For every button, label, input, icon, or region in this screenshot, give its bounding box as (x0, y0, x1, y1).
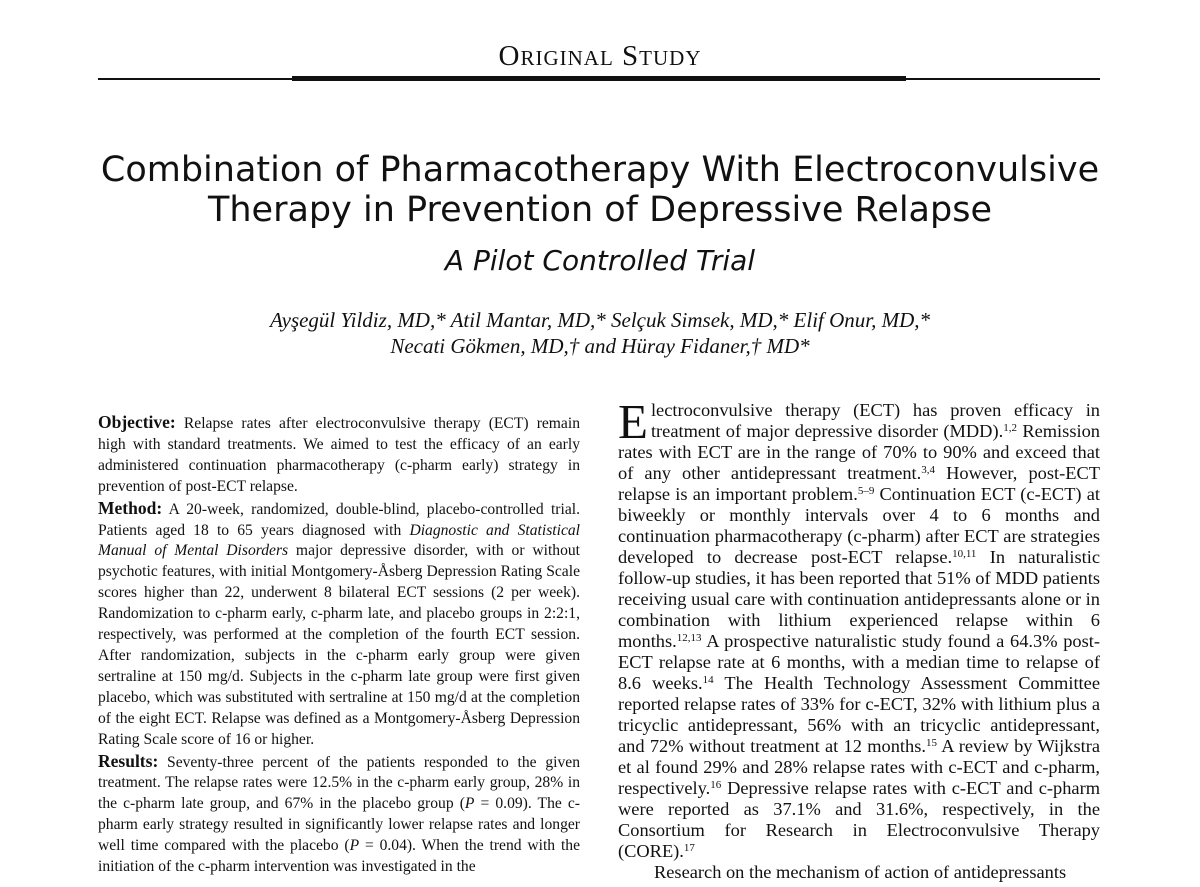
abstract-results-text: = 0.04). When the trend with the initiation of the c-pharm intervention was investigated in the (98, 837, 580, 876)
body-text: A review by Wijkstra et al found 29% and 28% relapse rates with c-ECT and c-pharm, respectively. (618, 736, 1100, 798)
section-heading (0, 40, 1200, 73)
citation-ref: 12,13 (676, 632, 702, 644)
abstract-results-text: Seventy-three percent of the patients responded to the given treatment. The relapse rates were 12.5% in the c-pharm early group, 28% in the c-pharm late group, and 67% in the placebo group ( (98, 753, 580, 813)
section-heading-initial: S (622, 40, 640, 72)
body-text: Remission rates with ECT are in the range of 70% to 90% and exceed that of any other antidepressant treatment. (618, 421, 1100, 483)
article-title (0, 150, 1200, 230)
author-line: Necati Gökmen, MD,† and Hüray Fidaner,† MD* (390, 334, 810, 358)
citation-ref: 10,11 (952, 548, 977, 560)
abstract-results-text: = 0.09). The c-pharm early strategy resulted in significantly lower relapse rates and longer well time compared with the placebo ( (98, 795, 580, 855)
article-title-line: Combination of Pharmacotherapy With Electroconvulsive (100, 150, 1100, 190)
abstract-results-label: Results: (98, 750, 159, 771)
citation-ref: 15 (925, 737, 937, 749)
article-title-line: Therapy in Prevention of Depressive Relapse (208, 190, 992, 230)
body-text: However, post-ECT relapse is an important problem. (618, 463, 1100, 504)
citation-ref: 3,4 (921, 464, 936, 476)
citation-ref: 14 (702, 674, 714, 686)
abstract-method (98, 498, 580, 751)
body-text: In naturalistic follow-up studies, it has been reported that 51% of MDD patients receiving usual care with continuation antidepressants alone or in combination with lithium experienced relapse within 6 months. (618, 547, 1100, 651)
p-value-symbol: P (464, 795, 475, 813)
abstract-method-label: Method: (98, 497, 163, 518)
section-heading-initial: O (498, 40, 521, 72)
abstract-method-text: A 20-week, randomized, double-blind, placebo-controlled trial. Patients aged 18 to 65 years diagnosed with (98, 500, 580, 539)
citation-ref: 5–9 (857, 485, 875, 497)
citation-ref: 1,2 (1003, 422, 1017, 434)
abstract-results (98, 751, 580, 878)
author-list (0, 307, 1200, 359)
section-heading-word: TUDY (639, 46, 702, 70)
citation-ref: 16 (710, 779, 722, 791)
body-paragraph (618, 394, 1101, 862)
p-value-symbol: P (349, 837, 360, 855)
body-text-column (618, 394, 1101, 883)
abstract-objective-text: Relapse rates after electroconvulsive therapy (ECT) remain high with standard treatments. We aimed to test the efficacy of an early administered continuation pharmacotherapy (c-pharm early) strategy in prevention of post-ECT relapse. (98, 415, 580, 495)
citation-ref: 17 (683, 842, 695, 854)
body-text: Continuation ECT (c-ECT) at biweekly or monthly intervals over 4 to 6 months and continuation pharmacotherapy (c-pharm) after ECT are strategies developed to decrease post-ECT relapse. (618, 484, 1101, 567)
author-line: Ayşegül Yildiz, MD,* Atil Mantar, MD,* Selçuk Simsek, MD,* Elif Onur, MD,* (269, 308, 931, 332)
abstract-method-text: major depressive disorder, with or without psychotic features, with initial Montgomery-Åsberg Depression Rating Scale scores higher than 22, underwent 8 bilateral ECT sessions (2 per week). Randomization to c-pharm early, c-pharm late, and placebo groups in 2:2:1, respectively, was performed at the completion of the fourth ECT session. After randomization, subjects in the c-pharm early group were given sertraline at 150 mg/d. Subjects in the c-pharm late group were first given placebo, which was substituted with sertraline at 150 mg/d at the completion of the eight ECT. Relapse was defined as a Montgomery-Åsberg Depression Rating Scale score of 16 or higher. (98, 542, 580, 748)
drop-cap: E (618, 394, 648, 449)
body-text: lectroconvulsive therapy (ECT) has proven efficacy in treatment of major depressive disorder (MDD). (650, 400, 1100, 441)
abstract-objective (98, 412, 580, 498)
abstract-method-italic: Diagnostic and Statistical Manual of Mental Disorders (98, 521, 581, 560)
body-paragraph: Research on the mechanism of action of antidepressants (654, 862, 1067, 882)
section-heading-word: RIGINAL (520, 46, 614, 70)
abstract (98, 412, 580, 878)
header-rule-accent (292, 76, 906, 81)
abstract-objective-label: Objective: (98, 412, 176, 432)
body-text: A prospective naturalistic study found a 64.3% post-ECT relapse rate at 6 months, with a median time to relapse of 8.6 weeks. (618, 631, 1100, 693)
body-text: Depressive relapse rates with c-ECT and c-pharm were reported as 37.1% and 31.6%, respectively, in the Consortium for Research in Electroconvulsive Therapy (CORE). (618, 778, 1100, 861)
body-text: The Health Technology Assessment Committee reported relapse rates of 33% for c-ECT, 32% with lithium plus a tricyclic antidepressant, 56% with an tricyclic antidepressant, and 72% without treatment at 12 months. (618, 673, 1100, 756)
article-subtitle: A Pilot Controlled Trial (444, 244, 756, 277)
